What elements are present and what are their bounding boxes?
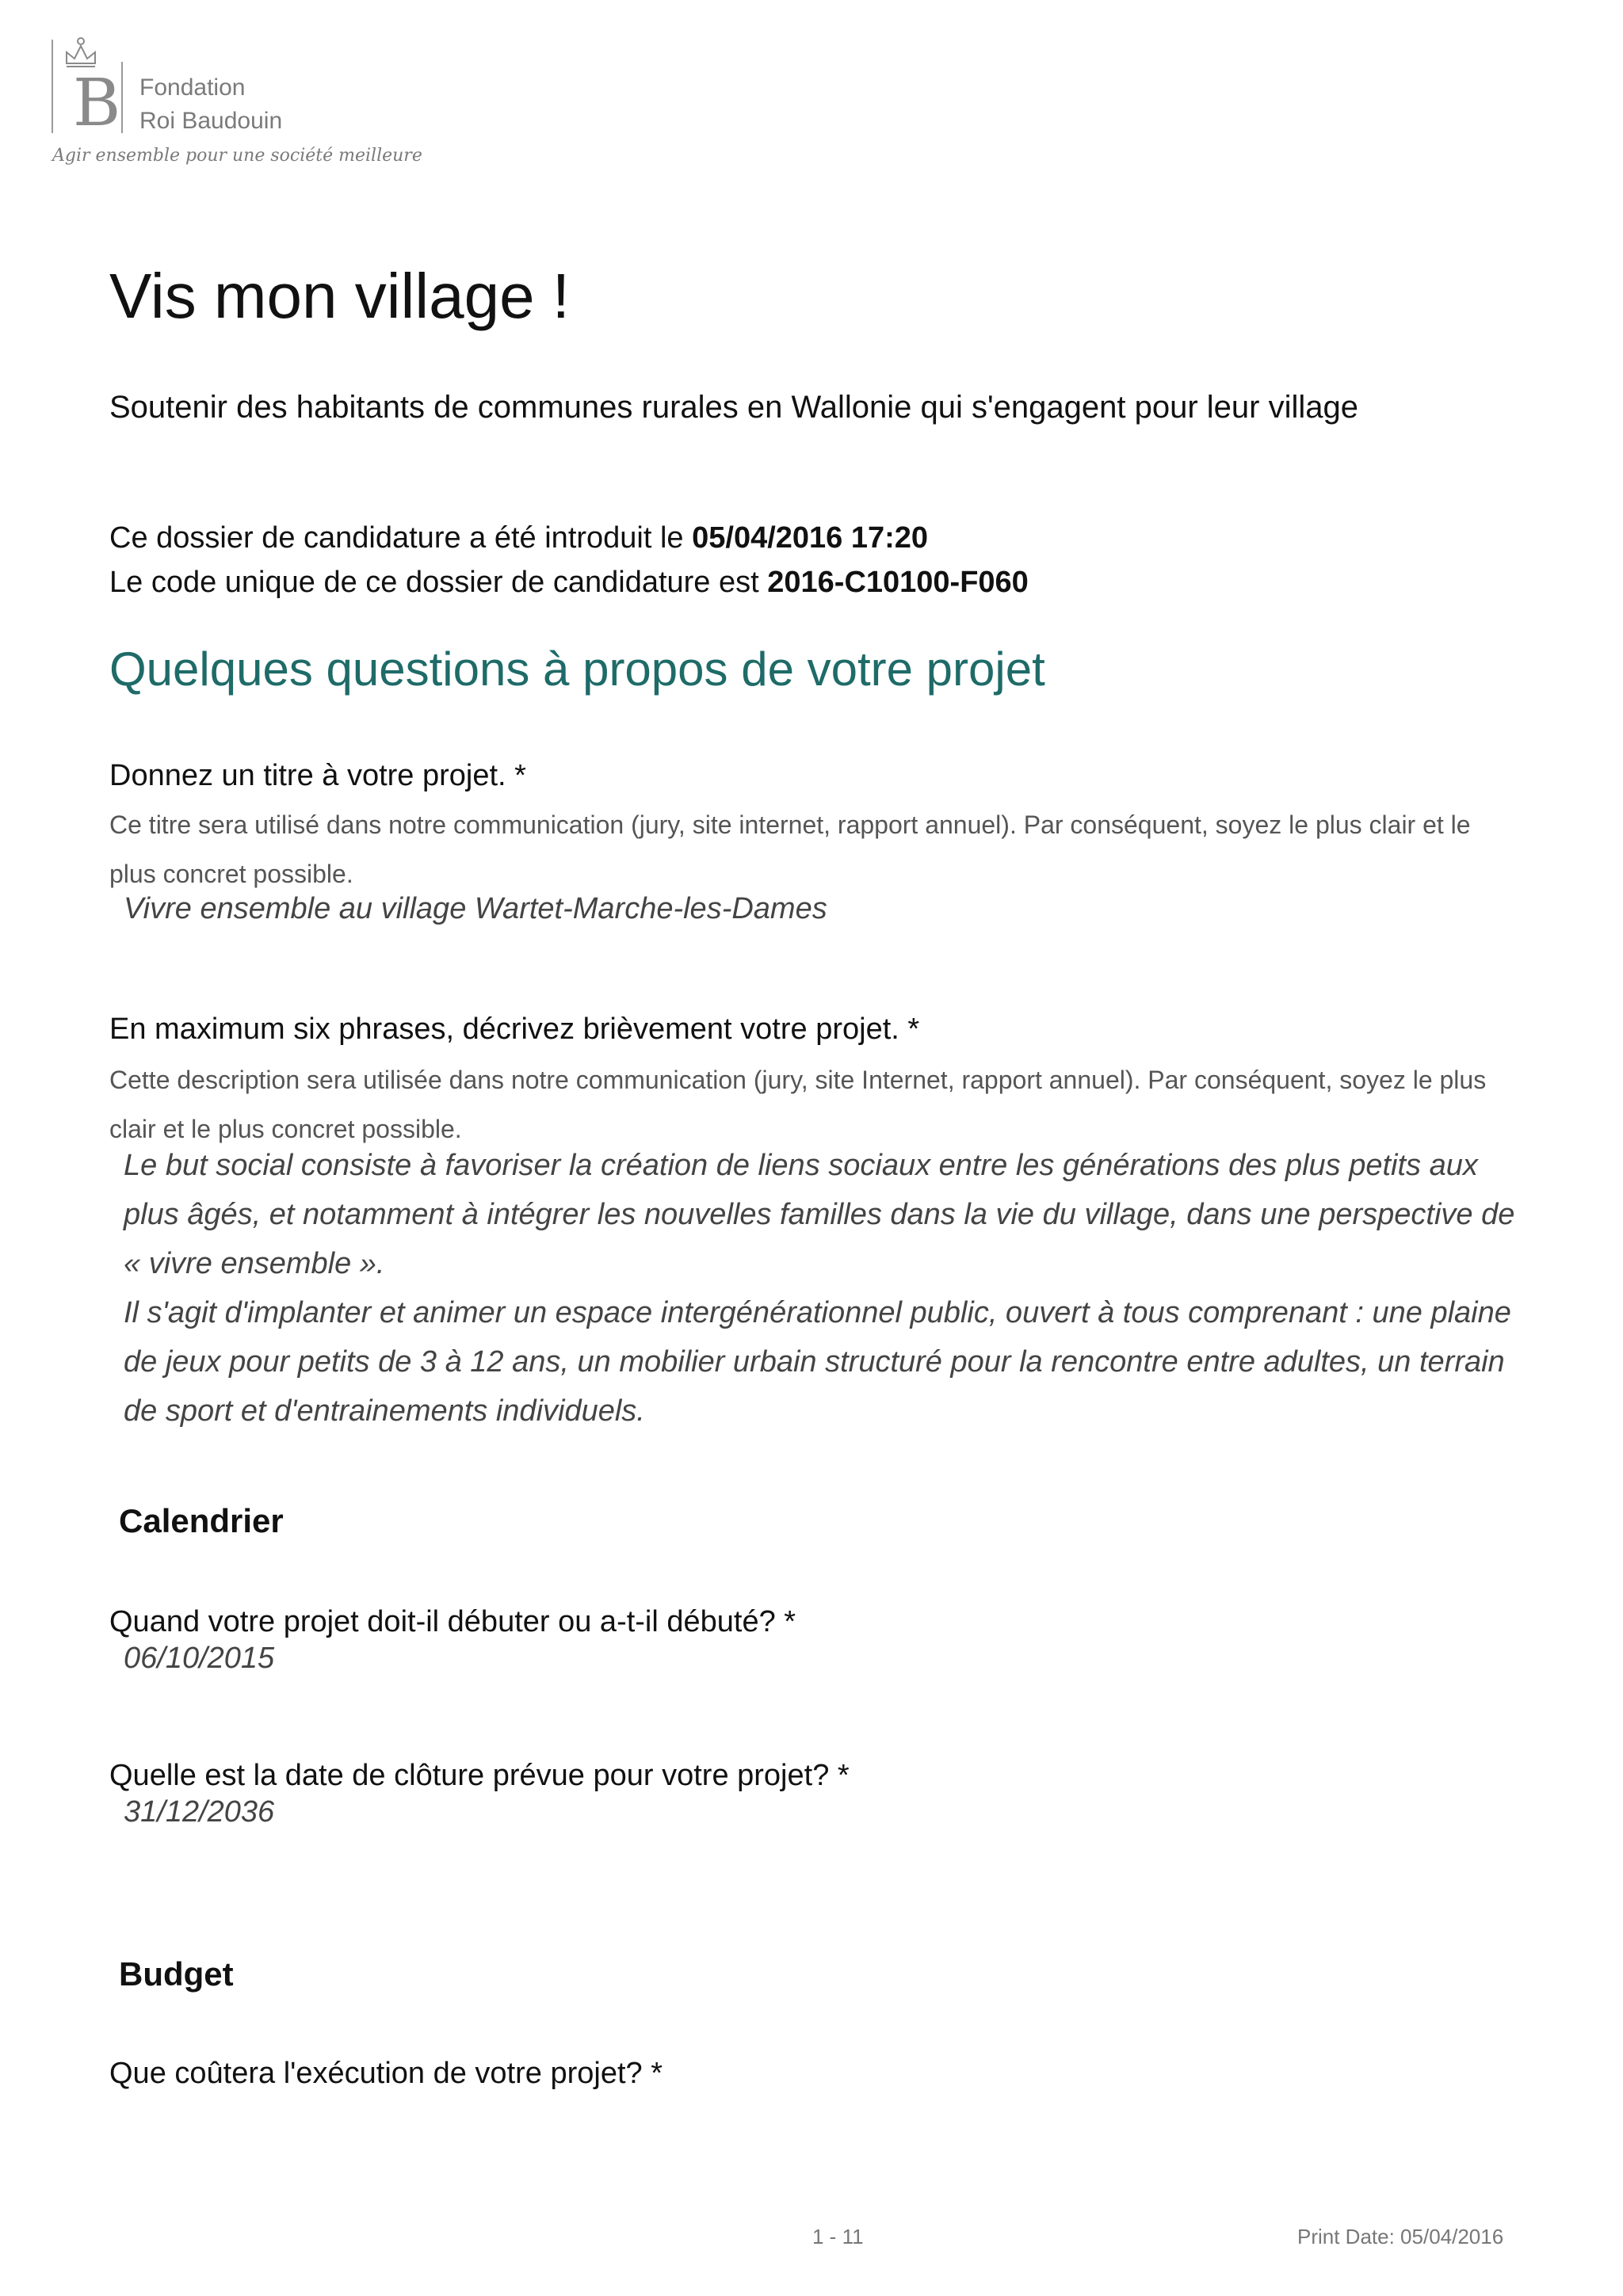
question-end-date: Quelle est la date de clôture prévue pour votre projet? *: [109, 1759, 850, 1792]
document-subtitle: Soutenir des habitants de communes rurales en Wallonie qui s'engagent pour leur village: [109, 390, 1358, 425]
question-project-description: En maximum six phrases, décrivez brièvement votre projet. *: [109, 1013, 920, 1046]
submission-date-line: [109, 521, 928, 555]
application-code-line: [109, 566, 1029, 600]
organization-name: [139, 71, 282, 138]
question-start-date: Quand votre projet doit-il débuter ou a-t-il débuté? *: [109, 1605, 796, 1638]
answer-start-date: 06/10/2015: [124, 1642, 275, 1675]
organization-line-2: Roi Baudouin: [139, 108, 283, 134]
budget-heading: Budget: [119, 1955, 234, 1993]
print-date: Print Date: 05/04/2016: [1297, 2225, 1504, 2248]
document-title: Vis mon village !: [109, 261, 571, 331]
answer-paragraph: Il s'agit d'implanter et animer un espace intergénérationnel public, ouvert à tous comprenant : une plaine de jeux pour petits de 3 à 12 ans, un mobilier urbain structuré pour la rencontre entre adultes, un terrain de sport et d'entrainements individuels.: [124, 1296, 1511, 1428]
submission-date-label: Ce dossier de candidature a été introduit le: [109, 521, 693, 555]
page-number: 1 - 11: [812, 2225, 864, 2248]
application-code-value: 2016-C10100-F060: [767, 566, 1029, 599]
question-project-cost: Que coûtera l'exécution de votre projet? *: [109, 2057, 663, 2090]
section-title: Quelques questions à propos de votre projet: [109, 643, 1045, 696]
organization-tagline: Agir ensemble pour une société meilleure: [52, 146, 422, 166]
question-project-title: Donnez un titre à votre projet. *: [109, 759, 526, 792]
answer-project-title: Vivre ensemble au village Wartet-Marche-les-Dames: [124, 892, 827, 925]
help-project-title: Ce titre sera utilisé dans notre communication (jury, site internet, rapport annuel). Par conséquent, soyez le plus clair et le plus concret possible.: [109, 810, 1471, 888]
organization-line-1: Fondation: [139, 74, 246, 101]
answer-paragraph: Le but social consiste à favoriser la création de liens sociaux entre les générations des plus petits aux plus âgés, et notamment à intégrer les nouvelles familles dans la vie du village, dans une perspective de « vivre ensemble ».: [124, 1149, 1515, 1280]
application-code-label: Le code unique de ce dossier de candidature est: [109, 566, 768, 599]
submission-date-value: 05/04/2016 17:20: [692, 521, 929, 555]
help-project-description: Cette description sera utilisée dans notre communication (jury, site Internet, rapport annuel). Par conséquent, soyez le plus clair et le plus concret possible.: [109, 1066, 1487, 1143]
logo-letter: B: [73, 66, 121, 141]
answer-end-date: 31/12/2036: [124, 1795, 275, 1829]
calendar-heading: Calendrier: [119, 1502, 284, 1539]
answer-project-description: [124, 1141, 1534, 1436]
